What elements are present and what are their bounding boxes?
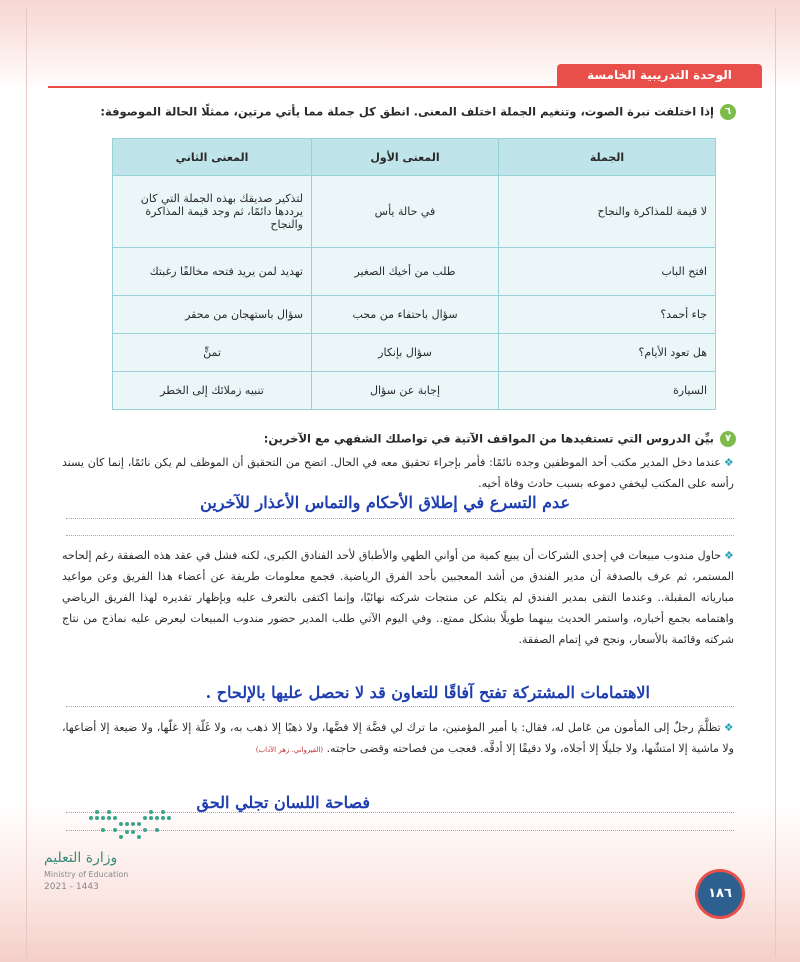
table-row (113, 176, 716, 248)
tone-meaning-table (112, 138, 716, 410)
question-7 (264, 431, 736, 447)
header-first-meaning: المعنى الأول (312, 139, 499, 176)
cell-second-meaning: تهديد لمن يريد فتحه مخالفًا رغبتك (113, 248, 312, 296)
bullet-icon: ❖ (723, 721, 734, 734)
unit-divider (48, 86, 762, 88)
cell-first-meaning: إجابة عن سؤال (312, 372, 499, 410)
page-number: ١٨٦ (698, 872, 742, 916)
table-row (113, 372, 716, 410)
cell-second-meaning: تنبيه زملائك إلى الخطر (113, 372, 312, 410)
cell-second-meaning: لتذكير صديقك بهذه الجملة التي كان يرددها دائمًا، ثم وجد قيمة المذاكرة والنجاح (113, 176, 312, 248)
answer-1: عدم التسرع في إطلاق الأحكام والتماس الأعذار للآخرين (200, 493, 570, 512)
ministry-logo (44, 808, 184, 898)
ministry-name-ar: وزارة التعليم (44, 850, 118, 866)
situation-1 (62, 452, 734, 494)
cell-first-meaning: في حالة يأس (312, 176, 499, 248)
answer-line (66, 535, 734, 536)
question-6-number: ٦ (720, 104, 736, 120)
situation-1-text: عندما دخل المدير مكتب أحد الموظفين وجده نائمًا: فأمر بإجراء تحقيق معه في الحال. اتضح من التحقيق أن الموظف لم يكن نائمًا، إنما كان يسند رأسه على المكتب ليخفي دموعه بسبب حادث وفاة أخيه. (62, 456, 734, 490)
cell-sentence: لا قيمة للمذاكرة والنجاح (499, 176, 716, 248)
header-sentence: الجملة (499, 139, 716, 176)
question-7-prompt: بيِّن الدروس التي تستفيدها من المواقف الآتية في تواصلك الشفهي مع الآخرين: (263, 431, 714, 446)
question-6-prompt: إذا اختلفت نبرة الصوت، وتنغيم الجملة اختلف المعنى. انطق كل جملة مما يأتي مرتين، ممثلًا الحالة الموصوفة: (100, 104, 714, 119)
cell-sentence: هل تعود الأيام؟ (499, 334, 716, 372)
cell-sentence: السيارة (499, 372, 716, 410)
cell-first-meaning: طلب من أخيك الصغير (312, 248, 499, 296)
cell-second-meaning: تمنٍّ (113, 334, 312, 372)
ministry-name-en: Ministry of Education (44, 870, 129, 879)
situation-3-text: تظلَّمَ رجلٌ إلى المأمون من عَامل له، فقال: يا أمير المؤمنين، ما ترك لي فضَّة إلا فضَّها، ولا ذهبًا إلا ذهب به، ولا غَلّة إلا غلّها، ولا ضيعة إلا أضاعها، ولا ماشية إلا امتشّها، ولا جليلًا إلا أجلاه، ولا دقيقًا إلا أدقَّه. فعجب من فصاحته وقضى حاجته. (62, 721, 734, 755)
table-header-row (113, 139, 716, 176)
situation-2 (62, 545, 734, 650)
question-6 (100, 104, 736, 120)
answer-line (66, 518, 734, 519)
cell-first-meaning: سؤال بإنكار (312, 334, 499, 372)
bullet-icon: ❖ (723, 456, 734, 469)
cell-sentence: جاء أحمد؟ (499, 296, 716, 334)
bullet-icon: ❖ (724, 549, 734, 562)
situation-3 (62, 717, 734, 761)
table-row (113, 248, 716, 296)
answer-3: فصاحة اللسان تجلي الحق (196, 793, 370, 812)
table-row (113, 334, 716, 372)
question-7-number: ٧ (720, 431, 736, 447)
header-second-meaning: المعنى الثاني (113, 139, 312, 176)
edition-year: 2021 - 1443 (44, 882, 99, 892)
cell-second-meaning: سؤال باستهجان من محقر (113, 296, 312, 334)
table-row (113, 296, 716, 334)
ministry-dots-icon (86, 808, 176, 842)
situation-2-text: حاول مندوب مبيعات في إحدى الشركات أن يبيع كمية من أواني الطهي والأطباق لأحد الفنادق الكبرى، لكنه فشل في عقد هذه الصفقة رغم إلحاحه المستمر، ثم عرف بالصدفة أن مدير الفندق من أشد المعجبين بأحد الفرق الرياضية. فجمع معلومات طريفة عن أعضاء هذا الفريق وعن مواعيد مبارياته المقبلة.. وعندما التقى بمدير الفندق لم يتكلم عن منتجات شركته نهائيًا، وإنما اكتفى بالتعرف عليه وبإظهار تقديره لهذا الفريق الرياضي واهتمامه بجمع أخباره، واستمر الحديث بينهما طويلًا بشكل ممتع.. وفي اليوم الآتي طلب المدير حضور مندوب المبيعات ليعرض عليه نماذج من نتاج شركته وقائمة بالأسعار، ونجح في إتمام الصفقة. (62, 549, 734, 646)
situation-3-source: (القيرواني. زهر الآداب) (255, 746, 324, 754)
cell-sentence: افتح الباب (499, 248, 716, 296)
answer-line (66, 706, 734, 707)
cell-first-meaning: سؤال باحتفاء من محب (312, 296, 499, 334)
answer-2: الاهتمامات المشتركة تفتح آفاقًا للتعاون قد لا نحصل عليها بالإلحاح . (205, 683, 650, 702)
unit-title: الوحدة التدريبية الخامسة (557, 64, 762, 86)
